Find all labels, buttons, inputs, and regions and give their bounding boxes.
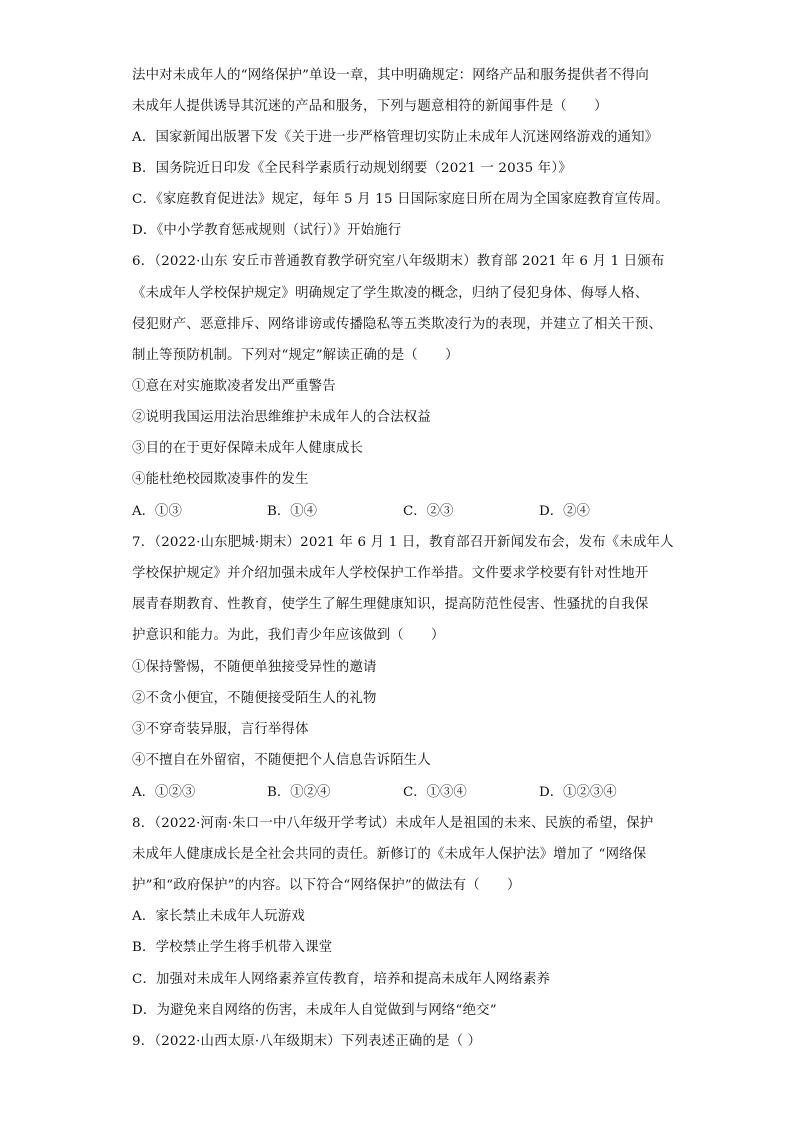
q8-option-c: C．加强对未成年人网络素养宣传教育，培养和提高未成年人网络素养	[132, 972, 551, 987]
q6-stem-line-3: 侵犯财产、恶意排斥、网络诽谤或传播隐私等五类欺凌行为的表现，并建立了相关干预、	[132, 317, 663, 332]
q7-stem-line-2: 学校保护规定》并介绍加强未成年人学校保护工作举措。文件要求学校要有针对性地开	[132, 566, 649, 581]
q7-option-b: B．①②④	[267, 785, 331, 800]
q6-statement-1: ①意在对实施欺凌者发出严重警告	[132, 379, 336, 394]
q6-statement-4: ④能杜绝校园欺凌事件的发生	[132, 472, 309, 487]
q7-statement-3: ③不穿奇装异服，言行举得体	[132, 722, 309, 737]
q8-stem-line-3: 护”和“政府保护”的内容。以下符合“网络保护”的做法有（ ）	[132, 878, 521, 893]
q9-stem-line-1: 9．（2022·山西太原·八年级期末）下列表述正确的是（ ）	[132, 1034, 482, 1049]
q5-option-c: C．《家庭教育促进法》规定，每年 5 月 15 日国际家庭日所在周为全国家庭教育宣传周。	[132, 192, 669, 207]
q8-option-b: B．学校禁止学生将手机带入课堂	[132, 940, 333, 955]
q7-stem-line-1: 7．（2022·山东肥城·期末）2021 年 6 月 1 日，教育部召开新闻发布会，发布《未成年人	[132, 535, 674, 550]
q6-option-a: A．①③	[132, 504, 182, 519]
q7-statement-1: ①保持警惕，不随便单独接受异性的邀请	[132, 660, 377, 675]
q6-stem-line-1: 6．（2022·山东 安丘市普通教育教学研究室八年级期末）教育部 2021 年 6 月 1 日颁布	[132, 254, 665, 269]
q7-stem-line-3: 展青春期教育、性教育，使学生了解生理健康知识，提高防范性侵害、性骚扰的自我保	[132, 597, 649, 612]
q6-option-d: D．②④	[539, 504, 590, 519]
q7-option-a: A．①②③	[132, 785, 196, 800]
q7-statement-4: ④不擅自在外留宿，不随便把个人信息告诉陌生人	[132, 753, 431, 768]
q8-option-d: D．为避免来自网络的伤害，未成年人自觉做到与网络“绝交”	[132, 1003, 497, 1018]
q6-option-c: C．②③	[403, 504, 454, 519]
q5-option-b: B．国务院近日印发《全民科学素质行动规划纲要（2021 一 2035 年）》	[132, 161, 572, 176]
q6-option-b: B．①④	[267, 504, 318, 519]
q7-option-d: D．①②③④	[539, 785, 617, 800]
q6-stem-line-4: 制止等预防机制。下列对“规定”解读正确的是（ ）	[132, 348, 459, 363]
q7-statement-2: ②不贪小便宜，不随便接受陌生人的礼物	[132, 691, 377, 706]
q5-stem-line-1: 法中对未成年人的“网络保护”单设一章，其中明确规定：网络产品和服务提供者不得向	[132, 68, 649, 83]
q8-option-a: A．家长禁止未成年人玩游戏	[132, 909, 305, 924]
q5-option-d: D．《中小学教育惩戒规则（试行）》开始施行	[132, 223, 402, 238]
q7-stem-line-4: 护意识和能力。为此，我们青少年应该做到（ ）	[132, 628, 445, 643]
q6-statement-3: ③目的在于更好保障未成年人健康成长	[132, 441, 364, 456]
q6-stem-line-2: 《未成年人学校保护规定》明确规定了学生欺凌的概念，归纳了侵犯身体、侮辱人格、	[132, 286, 649, 301]
q7-option-c: C．①③④	[403, 785, 467, 800]
q8-stem-line-2: 未成年人健康成长是全社会共同的责任。新修订的《未成年人保护法》增加了 “网络保	[132, 847, 647, 862]
q5-option-a: A．国家新闻出版署下发《关于进一步严格管理切实防止未成年人沉迷网络游戏的通知》	[132, 130, 659, 145]
q8-stem-line-1: 8．（2022·河南·朱口一中八年级开学考试）未成年人是祖国的未来、民族的希望，保护	[132, 816, 654, 831]
q5-stem-line-2: 未成年人提供诱导其沉迷的产品和服务，下列与题意相符的新闻事件是（ ）	[132, 99, 608, 114]
q6-statement-2: ②说明我国运用法治思维维护未成年人的合法权益	[132, 410, 431, 425]
